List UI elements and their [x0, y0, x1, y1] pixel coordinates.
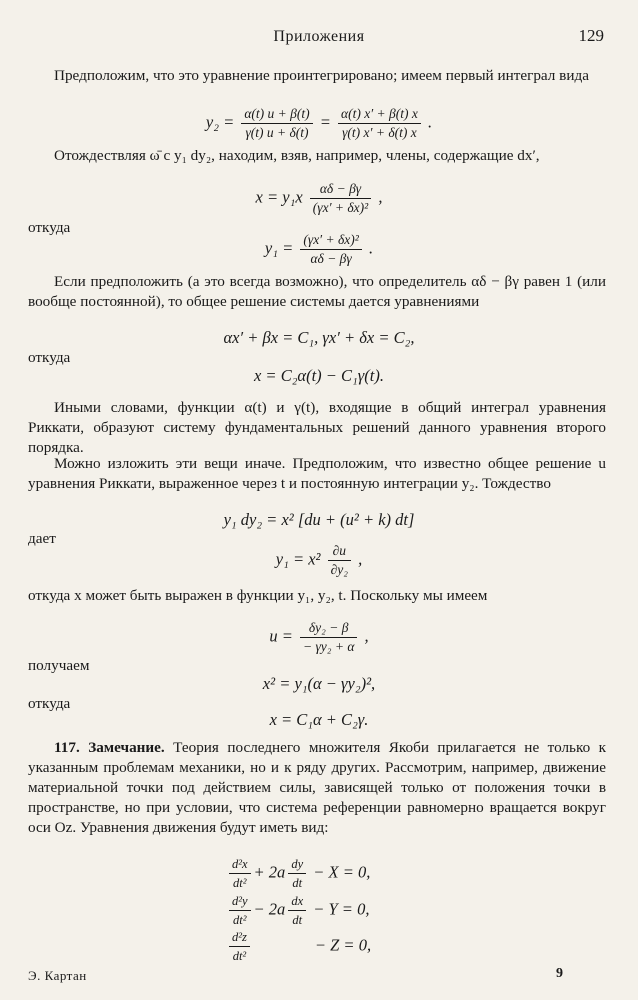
motion-equation-y: [226, 893, 369, 928]
footer-signature: 9: [556, 966, 563, 981]
eq2-lhs: x = y₁x: [255, 187, 303, 207]
paragraph-5: Можно изложить эти вещи иначе. Предположим, что известно общее решение u уравнения Риккати, выраженное через t и постоянную интеграции y₂. Тождество: [28, 455, 606, 492]
equation-3: [0, 232, 638, 267]
sys1-d2: dt: [292, 876, 303, 890]
label-otkuda-2: откуда: [28, 349, 71, 366]
eq3-denominator: αδ − βγ: [310, 251, 352, 266]
paragraph-2: Отождествляя ω̄ с y₁ dy₂, находим, взяв, например, члены, содержащие dx′,: [54, 147, 540, 164]
eq2-numerator: αδ − βγ: [310, 181, 371, 199]
equation-2: [0, 181, 638, 216]
equation-7: [0, 543, 638, 578]
eq1-f2-numerator: α(t) x′ + β(t) x: [338, 106, 421, 124]
eq1-fraction-2: [338, 106, 421, 141]
label-poluchaem: получаем: [28, 657, 90, 674]
sys3-n1: d²z: [229, 929, 250, 947]
footer-author: Э. Картан: [28, 968, 87, 983]
sys2-n1: d²y: [229, 893, 251, 911]
eq8-fraction: [300, 620, 357, 655]
sys1-n2: dy: [288, 856, 306, 874]
eq7-fraction: [328, 543, 351, 578]
eq7-lhs: y₁ = x²: [275, 549, 321, 569]
sys1-n1: d²x: [229, 856, 251, 874]
eq1-fraction-1: [241, 106, 312, 141]
sys1-fraction-1: [229, 856, 251, 891]
sys3-rest: − Z = 0,: [314, 935, 372, 955]
eq1-f2-denominator: γ(t) x′ + δ(t) x: [342, 125, 417, 140]
equation-5: x = C₂α(t) − C₁γ(t).: [253, 366, 384, 385]
sys1-rest: − X = 0,: [313, 862, 371, 882]
motion-equation-x: [226, 856, 370, 891]
paragraph-4: Иными словами, функции α(t) и γ(t), входящие в общий интеграл уравнения Риккати, образуют систему фундаментальных решений данного уравнения второго порядка.: [28, 399, 606, 456]
eq3-numerator: (γx′ + δx)²: [300, 232, 361, 250]
eq1-end: .: [427, 112, 433, 132]
eq7-numerator: ∂u: [328, 543, 351, 561]
eq3-lhs: y₁ =: [264, 238, 294, 258]
section-text: Теория последнего множителя Якоби прилагается не только к указанным проблемам механики, но и к ряду других. Рассмотрим, например, движение материальной точки под действием силы, зависящей только от положения точки в пространстве, но при условии, что система референции равномерно вращается вокруг оси Oz. Уравнения движения будут иметь вид:: [28, 739, 606, 836]
sys2-fraction-2: [288, 893, 306, 928]
label-daet: дает: [28, 530, 56, 547]
eq1-equals: =: [319, 112, 331, 132]
equation-9: x² = y₁(α − γy₂)²,: [262, 674, 376, 693]
label-otkuda-1: откуда: [28, 219, 71, 236]
sys2-n2: dx: [288, 893, 306, 911]
eq1-f1-denominator: γ(t) u + δ(t): [245, 125, 309, 140]
equation-4: αx′ + βx = C₁, γx′ + δx = C₂,: [223, 328, 415, 347]
eq1-f1-numerator: α(t) u + β(t): [241, 106, 312, 124]
page-number: 129: [578, 26, 604, 45]
motion-equation-z: [226, 929, 371, 964]
equation-6: y₁ dy₂ = x² [du + (u² + k) dt]: [223, 510, 415, 529]
eq2-fraction: [310, 181, 371, 216]
eq1-lhs: y₂ =: [205, 112, 235, 132]
equation-1: [0, 106, 638, 141]
sys3-d1: dt²: [232, 949, 247, 963]
sys2-rest: − Y = 0,: [313, 899, 370, 919]
paragraph-1: Предположим, что это уравнение проинтегрировано; имеем первый интеграл вида: [54, 67, 589, 84]
eq3-fraction: [300, 232, 361, 267]
sys1-d1: dt²: [233, 876, 247, 890]
eq2-end: ,: [378, 187, 383, 207]
eq8-lhs: u =: [269, 626, 293, 646]
paragraph-6: откуда x может быть выражен в функции y₁, y₂, t. Поскольку мы имеем: [28, 587, 488, 604]
sys1-fraction-2: [288, 856, 306, 891]
section-117: [28, 738, 606, 838]
eq8-numerator: δy₂ − β: [300, 620, 357, 638]
sys2-op: − 2a: [253, 899, 286, 919]
section-heading: 117. Замечание.: [54, 739, 165, 756]
eq8-denominator: − γy₂ + α: [302, 639, 355, 654]
running-header: Приложения: [273, 28, 365, 45]
eq7-denominator: ∂y₂: [330, 562, 348, 577]
sys1-op: + 2a: [253, 862, 286, 882]
label-otkuda-3: откуда: [28, 695, 71, 712]
equation-8: [0, 620, 638, 655]
equation-10: x = C₁α + C₂γ.: [269, 710, 369, 729]
sys3-fraction-1: [229, 929, 250, 964]
eq2-denominator: (γx′ + δx)²: [312, 200, 369, 215]
paragraph-3: Если предположить (а это всегда возможно), что определитель αδ − βγ равен 1 (или вообще постоянной), то общее решение системы дается уравнениями: [28, 273, 606, 310]
sys2-d1: dt²: [233, 913, 247, 927]
eq8-end: ,: [364, 626, 369, 646]
eq7-end: ,: [358, 549, 363, 569]
eq3-end: .: [368, 238, 374, 258]
sys2-fraction-1: [229, 893, 251, 928]
sys2-d2: dt: [292, 913, 303, 927]
